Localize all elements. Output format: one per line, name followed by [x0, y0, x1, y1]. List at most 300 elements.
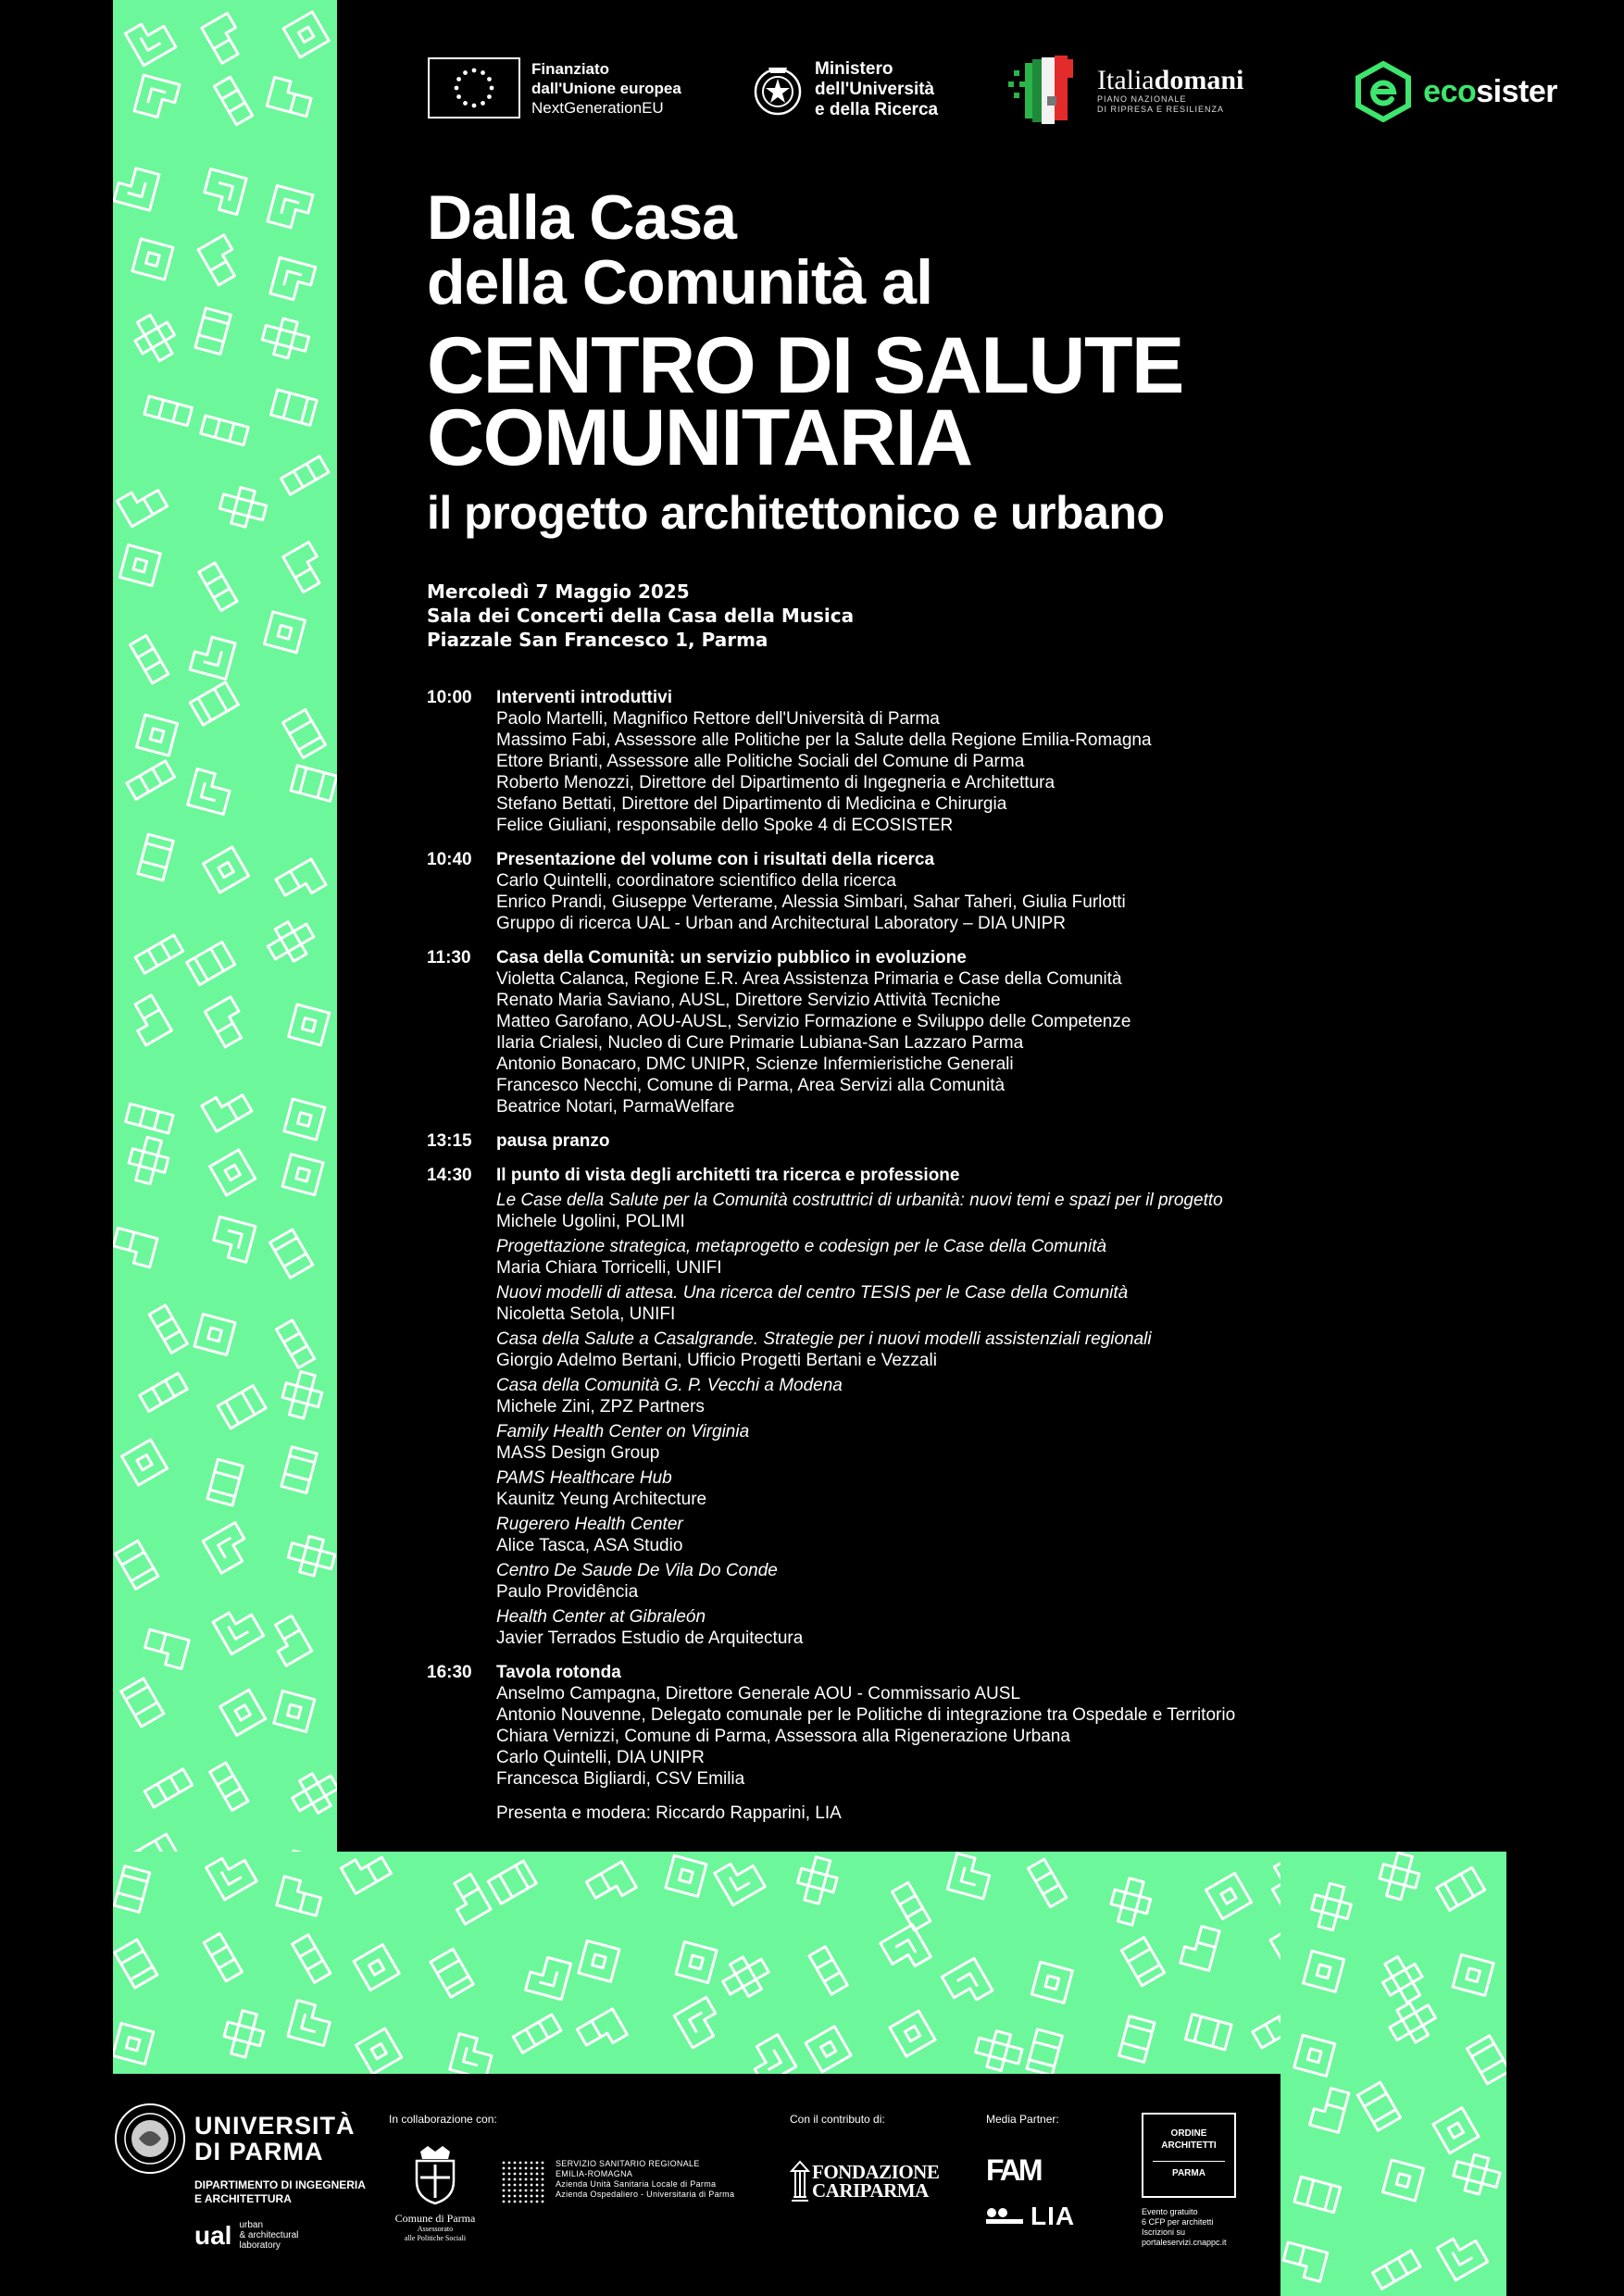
building-plan-glyph [187, 942, 235, 984]
ssr-dot [508, 2167, 511, 2170]
building-plan-glyph [793, 1854, 841, 1907]
fondazione-line-2: CARIPARMA [812, 2179, 929, 2202]
building-plan-glyph [217, 483, 269, 530]
building-plan-glyph [276, 1320, 314, 1368]
eu-star [481, 101, 485, 106]
building-plan-glyph [210, 1217, 256, 1262]
title-line-4: COMUNITARIA [427, 393, 972, 482]
building-plan-glyph [213, 1603, 264, 1654]
ssr-dot [542, 2167, 544, 2170]
ssr-dot [525, 2167, 528, 2170]
building-plan-glyph [126, 995, 172, 1045]
ssr-dot [519, 2184, 522, 2187]
building-plan-glyph [205, 997, 251, 1047]
event-date: Mercoledì 7 Maggio 2025 [427, 580, 690, 603]
program-block-1315 [427, 1130, 1353, 1152]
building-plan-glyph [259, 315, 312, 362]
building-plan-glyph [144, 1769, 193, 1807]
ssr-emilia-romagna-logo [500, 2159, 734, 2205]
talk-title: PAMS Healthcare Hub [496, 1468, 672, 1488]
moderator-line: Presenta e modera: Riccardo Rapparini, LIA [496, 1803, 842, 1823]
program-line: Francesca Bigliardi, CSV Emilia [496, 1769, 745, 1789]
program-line: Antonio Bonacaro, DMC UNIPR, Scienze Infermieristiche Generali [496, 1054, 1014, 1074]
ssr-dot [519, 2190, 522, 2192]
ssr-line-1: SERVIZIO SANITARIO REGIONALE [556, 2159, 700, 2168]
italiadomani-name-a: Italia [1097, 65, 1155, 95]
ordine-note [1142, 2207, 1227, 2248]
building-plan-glyph [283, 12, 329, 57]
decorative-panel-left [113, 0, 337, 2074]
building-plan-glyph [220, 2008, 268, 2061]
ssr-dot [542, 2201, 544, 2203]
building-plan-glyph [1376, 1852, 1423, 1903]
ssr-dot [503, 2178, 506, 2181]
building-plan-glyph [284, 1099, 325, 1140]
ssr-dot [536, 2167, 539, 2170]
building-plan-glyph [1107, 1876, 1155, 1928]
program-line: Roberto Menozzi, Direttore del Dipartimento di Ingegneria e Architettura [496, 773, 1056, 792]
ssr-dot [514, 2173, 517, 2176]
program-time: 10:00 [427, 688, 472, 707]
talk-speaker: Maria Chiara Torricelli, UNIFI [496, 1258, 722, 1278]
building-plan-glyph [276, 859, 326, 905]
event-address: Piazzale San Francesco 1, Parma [427, 629, 768, 651]
program-block-1000 [427, 687, 1353, 836]
eu-star [472, 104, 477, 108]
building-plan-glyph [149, 1305, 187, 1354]
talk-speaker: Michele Zini, ZPZ Partners [496, 1397, 705, 1416]
building-plan-glyph [268, 185, 313, 231]
media-partner-label: Media Partner: [986, 2113, 1059, 2126]
program-line: Carlo Quintelli, coordinatore scientifico della ricerca [496, 871, 896, 891]
building-plan-glyph [881, 1925, 931, 1976]
building-plan-glyph [128, 309, 182, 367]
ssr-dot [536, 2184, 539, 2187]
ssr-dot [525, 2201, 528, 2203]
program-line: Ettore Brianti, Assessore alle Politiche Sociali del Comune di Parma [496, 752, 1025, 771]
building-plan-glyph [947, 1853, 993, 1899]
ssr-dot [514, 2190, 517, 2192]
program-line: Massimo Fabi, Assessore alle Politiche per la Salute della Regione Emilia-Romagna [496, 730, 1152, 750]
ssr-dot [503, 2167, 506, 2170]
building-plan-glyph [207, 1459, 243, 1505]
ssr-dot [536, 2201, 539, 2203]
ordine-line-3: PARMA [1172, 2168, 1206, 2178]
building-plan-glyph [210, 1150, 256, 1195]
program-line: Carlo Quintelli, DIA UNIPR [496, 1748, 705, 1767]
lia-logo [986, 2202, 1075, 2231]
talk-title: Casa della Comunità G. P. Vecchi a Modena [496, 1376, 843, 1395]
italiadomani-logo [1006, 54, 1243, 128]
building-plan-glyph [526, 1954, 571, 2000]
eu-star [487, 94, 492, 99]
ssr-dot [514, 2184, 517, 2187]
building-plan-glyph [113, 1228, 157, 1267]
talk-speaker: Kaunitz Yeung Architecture [496, 1490, 707, 1509]
ual-mark: ual [194, 2220, 232, 2250]
contrib-label: Con il contributo di: [790, 2113, 885, 2126]
program-time: 10:40 [427, 850, 472, 869]
program-line: Enrico Prandi, Giuseppe Verterame, Alessia Simbari, Sahar Taheri, Giulia Furlotti [496, 892, 1126, 912]
building-plan-glyph [1294, 2035, 1335, 2076]
building-plan-glyph [202, 1085, 252, 1131]
building-plan-glyph [293, 1935, 331, 1983]
building-plan-glyph [291, 766, 337, 801]
event-venue: Sala dei Concerti della Casa della Musica [427, 605, 855, 627]
eu-line-1: Finanziato [531, 59, 610, 78]
program-line: Renato Maria Saviano, AUSL, Direttore Servizio Attività Tecniche [496, 991, 1001, 1010]
mur-line-3: e della Ricerca [815, 100, 939, 119]
building-plan-glyph [203, 1523, 254, 1574]
ssr-dot [531, 2167, 533, 2170]
ordine-architetti-logo [1142, 2113, 1236, 2198]
building-plan-glyph [942, 1958, 993, 2009]
building-plan-glyph [277, 1877, 324, 1915]
talk-title: Nuovi modelli di attesa. Una ricerca del centro TESIS per le Case della Comunità [496, 1283, 1129, 1303]
ordine-note-4: portaleservizi.cnappc.it [1142, 2238, 1227, 2247]
building-plan-glyph [137, 715, 178, 755]
ordine-note-1: Evento gratuito [1142, 2207, 1198, 2216]
ordine-note-2: 6 CFP per architetti [1142, 2217, 1214, 2227]
building-plan-glyph [199, 563, 237, 611]
building-plan-glyph [270, 257, 316, 303]
building-plan-glyph [270, 390, 317, 425]
program-time: 14:30 [427, 1166, 472, 1185]
italiadomani-name-b: domani [1154, 65, 1244, 95]
building-plan-glyph [138, 834, 173, 880]
program-heading: Tavola rotonda [496, 1663, 621, 1682]
building-plan-glyph [806, 2027, 851, 2072]
ssr-line-4: Azienda Ospedaliero - Universitaria di Parma [556, 2190, 735, 2199]
ssr-dot [536, 2178, 539, 2181]
building-plan-glyph [1384, 1995, 1442, 2050]
building-plan-glyph [289, 1004, 330, 1045]
building-plan-glyph [194, 1314, 235, 1354]
mur-line-1: Ministero [815, 59, 893, 79]
eu-star [490, 86, 494, 91]
ssr-dot [503, 2201, 506, 2203]
building-plan-glyph [190, 634, 235, 680]
building-plan-glyph [718, 1950, 775, 2004]
ssr-dot [514, 2195, 517, 2198]
ssr-dot [508, 2162, 511, 2165]
ssr-dot [514, 2162, 517, 2165]
eu-star [472, 69, 477, 73]
ssr-dot [531, 2184, 533, 2187]
building-plan-glyph [282, 1154, 323, 1195]
ssr-dot [531, 2195, 533, 2198]
ssr-dot [542, 2184, 544, 2187]
ssr-dot [525, 2195, 528, 2198]
building-plan-glyph [1307, 1880, 1355, 1933]
ssr-dot [531, 2173, 533, 2176]
comune-sub-2: alle Politiche Sociali [404, 2234, 467, 2242]
talk-speaker: Alice Tasca, ASA Studio [496, 1536, 683, 1555]
event-details [427, 580, 854, 652]
building-plan-glyph [666, 1855, 706, 1896]
building-plan-glyph [125, 1134, 172, 1187]
building-plan-glyph [444, 1874, 491, 1924]
program-line: Chiara Vernizzi, Comune di Parma, Assessora alla Rigenerazione Urbana [496, 1727, 1070, 1746]
building-plan-glyph [127, 761, 175, 799]
ssr-dot [536, 2173, 539, 2176]
unipr-dept-2: E ARCHITETTURA [194, 2192, 292, 2205]
fondazione-column-icon [790, 2160, 810, 2202]
unipr-name-2: DI PARMA [194, 2138, 324, 2165]
talk-title: Progettazione strategica, metaprogetto e codesign per le Case della Comunità [496, 1237, 1107, 1256]
program-heading: Presentazione del volume con i risultati della ricerca [496, 850, 935, 869]
eu-star [456, 77, 461, 81]
building-plan-glyph [354, 1944, 399, 1990]
program-heading: Il punto di vista degli architetti tra ricerca e professione [496, 1166, 960, 1185]
building-plan-glyph [283, 543, 330, 593]
ssr-dot [508, 2173, 511, 2176]
talk-title: Family Health Center on Virginia [496, 1422, 750, 1441]
building-plan-glyph [121, 1440, 167, 1485]
building-plan-glyph [131, 635, 169, 683]
building-plan-glyph [218, 1386, 266, 1429]
building-plan-glyph [341, 1852, 391, 1893]
building-plan-glyph [198, 235, 244, 285]
unipr-dept-1: DIPARTIMENTO DI INGEGNERIA [194, 2178, 366, 2191]
ssr-dot [519, 2167, 522, 2170]
eu-star [455, 86, 459, 91]
building-plan-glyph [1206, 1873, 1251, 1918]
talk-speaker: Michele Ugolini, POLIMI [496, 1212, 685, 1231]
building-plan-glyph [285, 1532, 337, 1579]
ssr-dot [525, 2178, 528, 2181]
building-plan-glyph [488, 1861, 536, 1903]
building-plan-glyph [288, 2001, 333, 2046]
ssr-dot [525, 2173, 528, 2176]
ssr-dot [508, 2178, 511, 2181]
building-plan-glyph [809, 1947, 847, 1995]
building-plan-glyph [114, 165, 159, 210]
ssr-line-2: EMILIA-ROMAGNA [556, 2169, 633, 2178]
building-plan-glyph [140, 1373, 188, 1411]
title-line-1: Dalla Casa [427, 182, 736, 253]
building-plan-glyph [190, 682, 238, 725]
fondazione-line-1: FONDAZIONE [812, 2161, 940, 2183]
building-plan-glyph [579, 1940, 619, 1981]
building-plan-glyph [356, 2028, 402, 2074]
ssr-dot [531, 2190, 533, 2192]
building-plan-glyph [1437, 1867, 1485, 1910]
ssr-dot [531, 2162, 533, 2165]
building-plan-glyph [715, 1854, 766, 1905]
ssr-dot [536, 2162, 539, 2165]
building-plan-glyph [674, 1997, 725, 2048]
program-line: Paolo Martelli, Magnifico Rettore dell'Università di Parma [496, 709, 940, 729]
unipr-seal-icon [113, 2102, 187, 2176]
italiadomani-sub-1: PIANO NAZIONALE [1097, 94, 1187, 104]
program-block-1040 [427, 849, 1353, 934]
eu-star [456, 94, 461, 99]
ssr-dots-icon [500, 2159, 546, 2205]
ssr-dot [514, 2201, 517, 2203]
program-time: 11:30 [427, 948, 471, 967]
building-plan-glyph [1119, 2016, 1155, 2063]
building-plan-glyph [118, 480, 168, 527]
building-plan-glyph [279, 1368, 326, 1421]
mur-line-2: dell'Università [815, 80, 935, 99]
building-plan-glyph [745, 2035, 796, 2074]
ual-logo [194, 2220, 298, 2251]
ecosister-hexagon-icon [1355, 61, 1412, 122]
building-plan-glyph [281, 456, 329, 494]
building-plan-glyph [577, 2009, 627, 2055]
building-plan-glyph [676, 1941, 717, 1982]
program-line: Matteo Garofano, AOU-AUSL, Servizio Formazione e Sviluppo delle Competenze [496, 1012, 1131, 1031]
program-block-1130 [427, 947, 1353, 1117]
ssr-dot [514, 2167, 517, 2170]
ssr-line-3: Azienda Unità Sanitaria Locale di Parma [556, 2179, 717, 2189]
talk-speaker: Giorgio Adelmo Bertani, Ufficio Progetti Bertani e Vezzali [496, 1351, 937, 1370]
talk-title: Le Case della Salute per la Comunità costruttrici di urbanità: nuovi temi e spazi per il progetto [496, 1191, 1223, 1210]
building-plan-glyph [1453, 1954, 1493, 1995]
program-time: 13:15 [427, 1131, 472, 1151]
program-heading: Interventi introduttivi [496, 688, 672, 707]
building-plan-glyph [113, 2024, 154, 2065]
building-plan-glyph [972, 2028, 1025, 2074]
talk-speaker: Javier Terrados Estudio de Arquitectura [496, 1628, 804, 1648]
program-line: Gruppo di ricerca UAL - Urban and Architectural Laboratory – DIA UNIPR [496, 914, 1066, 933]
title-line-2: della Comunità al [427, 247, 932, 318]
program-block-1430 [427, 1165, 1353, 1649]
ssr-dot [542, 2190, 544, 2192]
building-plan-glyph [201, 416, 249, 445]
building-plan-glyph [1028, 1859, 1066, 1907]
eu-star [463, 101, 468, 106]
talk-title: Rugerero Health Center [496, 1515, 683, 1534]
building-plan-glyph [201, 169, 246, 215]
building-plan-glyph [1027, 2029, 1062, 2074]
building-plan-glyph [431, 1949, 473, 1997]
talk-speaker: Paulo Providência [496, 1582, 639, 1602]
eu-star [463, 70, 468, 75]
ssr-dot [542, 2195, 544, 2198]
ssr-dot [519, 2201, 522, 2203]
ual-sub-1: urban [239, 2220, 264, 2230]
building-plan-glyph [188, 769, 233, 815]
building-plan-glyph [586, 1862, 636, 1908]
ecosister-name-a: eco [1423, 73, 1477, 109]
building-plan-glyph [134, 75, 180, 120]
building-plan-glyph [1181, 1924, 1219, 1971]
building-plan-glyph [119, 545, 160, 586]
ual-sub-2: & architectural [239, 2230, 299, 2240]
building-plan-glyph [890, 2011, 935, 2056]
ordine-note-3: Iscrizioni su [1142, 2227, 1186, 2237]
program-line: Stefano Bettati, Direttore del Dipartimento di Medicina e Chirurgia [496, 794, 1007, 814]
building-plan-glyph [114, 1866, 149, 1913]
comune-parma-logo [389, 2146, 481, 2243]
italiadomani-sub-2: DI RIPRESA E RESILIENZA [1097, 105, 1225, 114]
event-program [427, 687, 1353, 1824]
ssr-dot [542, 2173, 544, 2176]
unipr-name-1: UNIVERSITÀ [194, 2112, 356, 2140]
ssr-dot [508, 2184, 511, 2187]
building-plan-glyph [1121, 1938, 1164, 1986]
building-plan-glyph [1031, 1962, 1072, 2003]
program-line: Anselmo Campagna, Direttore Generale AOU - Commissario AUSL [496, 1684, 1021, 1703]
talk-title: Casa della Salute a Casalgrande. Strategie per i nuovi modelli assistenziali regionali [496, 1329, 1152, 1349]
ssr-dot [542, 2178, 544, 2181]
program-heading: Casa della Comunità: un servizio pubblico in evoluzione [496, 948, 967, 967]
italian-emblem-icon [752, 60, 804, 119]
ssr-dot [531, 2201, 533, 2203]
program-line: Beatrice Notari, ParmaWelfare [496, 1097, 735, 1117]
talk-title: Health Center at Gibraleón [496, 1607, 706, 1627]
title-subtitle: il progetto architettonico e urbano [427, 487, 1165, 539]
building-plan-glyph [125, 15, 176, 66]
collab-label: In collaborazione con: [389, 2113, 497, 2126]
eu-funding-logo [428, 57, 681, 119]
mur-logo [752, 59, 938, 120]
ssr-dot [525, 2190, 528, 2192]
building-plan-glyph [204, 847, 249, 892]
talk-title: Centro De Saude De Vila Do Conde [496, 1561, 778, 1580]
eu-star [487, 77, 492, 81]
building-plan-glyph [144, 396, 193, 426]
building-plan-glyph [210, 1763, 248, 1811]
building-plan-glyph [220, 1690, 266, 1735]
ssr-dot [519, 2178, 522, 2181]
building-pattern-left [113, 0, 337, 2074]
ssr-dot [514, 2178, 517, 2181]
eu-flag-icon [428, 57, 520, 119]
building-plan-glyph [132, 239, 173, 280]
building-plan-glyph [1185, 2015, 1231, 2050]
talk-speaker: Nicoletta Setola, UNIFI [496, 1304, 676, 1324]
ssr-dot [508, 2201, 511, 2203]
eu-star [481, 70, 485, 75]
program-line: Felice Giuliani, responsabile dello Spoke 4 di ECOSISTER [496, 816, 954, 835]
building-plan-glyph [204, 1933, 242, 1981]
program-heading: pausa pranzo [496, 1131, 610, 1151]
building-plan-glyph [126, 1104, 174, 1133]
ssr-dot [503, 2162, 506, 2165]
program-block-1630 [427, 1662, 1353, 1790]
ssr-dot [536, 2190, 539, 2192]
building-plan-glyph [267, 77, 314, 116]
poster-title [427, 182, 1316, 541]
building-plan-glyph [262, 915, 319, 969]
ssr-dot [503, 2195, 506, 2198]
ssr-dot [508, 2190, 511, 2192]
sponsor-logos-header [428, 54, 1576, 137]
program-line: Francesco Necchi, Comune di Parma, Area Servizi alla Comunità [496, 1076, 1006, 1095]
program-line: Violetta Calanca, Regione E.R. Area Assistenza Primaria e Case della Comunità [496, 969, 1122, 989]
fondazione-cariparma-logo [790, 2160, 939, 2202]
building-plan-glyph [1375, 1951, 1430, 2008]
building-plan-glyph [264, 612, 305, 653]
building-plan-glyph [202, 13, 248, 63]
program-line: Antonio Nouvenne, Delegato comunale per le Politiche di integrazione tra Ospedale e Territorio [496, 1705, 1236, 1725]
fam-logo: FAM [986, 2153, 1041, 2187]
building-plan-glyph [214, 77, 252, 125]
building-plan-glyph [195, 308, 231, 355]
ssr-dot [525, 2162, 528, 2165]
ssr-dot [503, 2184, 506, 2187]
ssr-dot [519, 2162, 522, 2165]
building-plan-glyph [450, 2034, 495, 2074]
building-plan-glyph [270, 1229, 313, 1278]
program-time: 16:30 [427, 1663, 472, 1682]
ssr-dot [503, 2173, 506, 2176]
program-line: Ilaria Crialesi, Nucleo di Cure Primarie Lubiana-San Lazzaro Parma [496, 1033, 1024, 1053]
comune-crest-icon [407, 2146, 463, 2205]
